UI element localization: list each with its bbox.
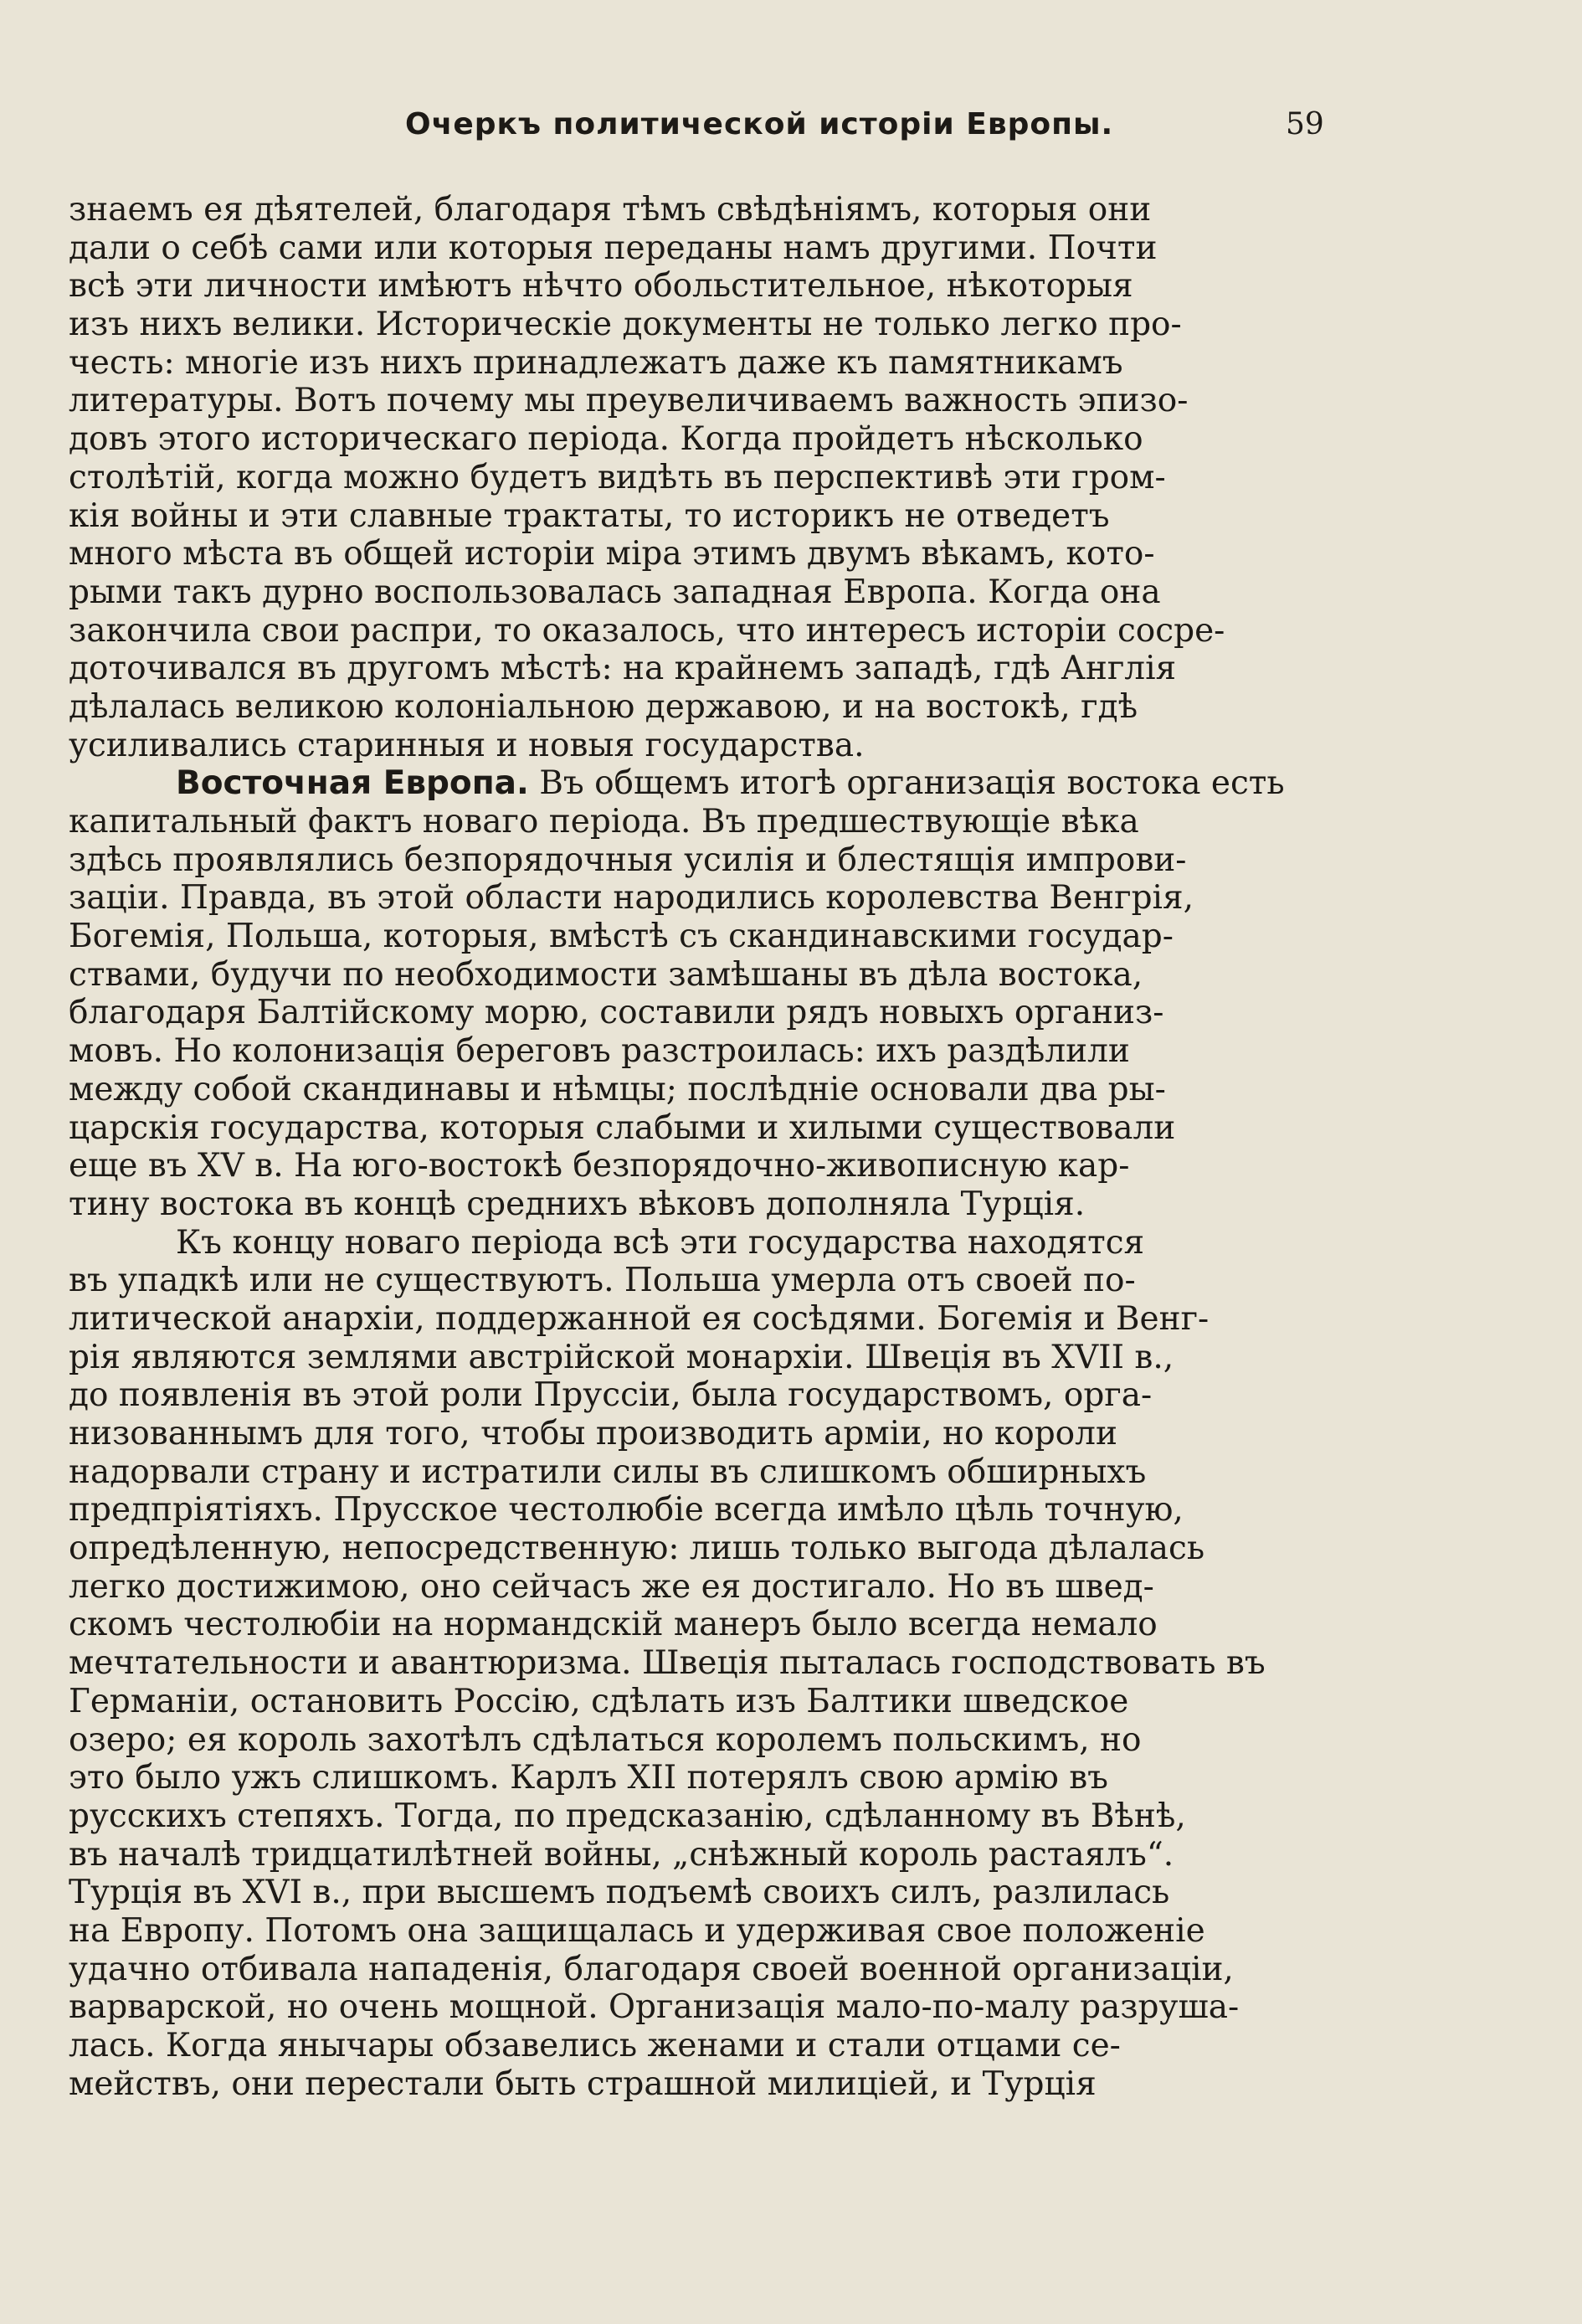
text-line: капитальный фактъ новаго періода. Въ предшествующіе вѣка — [69, 803, 1139, 841]
text-line: столѣтій, когда можно будетъ видѣть въ перспективѣ эти гром- — [69, 458, 1166, 496]
text-line: всѣ эти личности имѣютъ нѣчто обольстительное, нѣкоторыя — [69, 267, 1133, 306]
text-line: это было ужъ слишкомъ. Карлъ XII потерялъ свою армію въ — [69, 1759, 1108, 1797]
text-line: Германіи, остановить Россію, сдѣлать изъ Балтики шведское — [69, 1682, 1129, 1720]
page-number: 59 — [1286, 107, 1324, 141]
text-line: дали о себѣ сами или которыя переданы намъ другими. Почти — [69, 229, 1158, 267]
page-header — [0, 107, 1582, 157]
text-line: царскія государства, которыя слабыми и хилыми существовали — [69, 1108, 1176, 1147]
text-line: между собой скандинавы и нѣмцы; послѣдніе основали два ры- — [69, 1070, 1166, 1108]
text-line: надорвали страну и истратили силы въ слишкомъ обширныхъ — [69, 1452, 1147, 1491]
text-line: довъ этого историческаго періода. Когда пройдетъ нѣсколько — [69, 420, 1143, 459]
text-line: мействъ, они перестали быть страшной милиціей, и Турція — [69, 2064, 1097, 2103]
text-line: тину востока въ концѣ среднихъ вѣковъ дополняла Турція. — [69, 1185, 1086, 1223]
text-line: закончила свои распри, то оказалось, что интересъ исторіи сосре- — [69, 611, 1225, 650]
section-heading: Восточная Европа. — [176, 764, 529, 803]
text-line: въ началѣ тридцатилѣтней войны, „снѣжный король растаялъ“. — [69, 1835, 1174, 1874]
running-title: Очеркъ политической исторіи Европы. — [405, 107, 1114, 141]
body-text — [69, 191, 1333, 2103]
text-line: Богемія, Польша, которыя, вмѣстѣ съ скандинавскими государ- — [69, 918, 1174, 956]
text-line: ствами, будучи по необходимости замѣшаны въ дѣла востока, — [69, 955, 1143, 994]
text-line: лась. Когда янычары обзавелись женами и стали отцами се- — [69, 2027, 1121, 2064]
text-line: Къ концу новаго періода всѣ эти государства находятся — [176, 1223, 1145, 1262]
text-line: до появленія въ этой роли Пруссіи, была государствомъ, орга- — [69, 1376, 1153, 1415]
text-line: благодаря Балтійскому морю, составили рядъ новыхъ организ- — [69, 994, 1164, 1032]
text-line: мечтательности и авантюризма. Швеція пыталась господствовать въ — [69, 1644, 1266, 1683]
text-line: озеро; ея король захотѣлъ сдѣлаться королемъ польскимъ, но — [69, 1720, 1142, 1759]
text-line: удачно отбивала нападенія, благодаря своей военной организаціи, — [69, 1950, 1234, 1988]
text-line: Турція въ XVI в., при высшемъ подъемѣ своихъ силъ, разлилась — [69, 1874, 1170, 1912]
text-line: русскихъ степяхъ. Тогда, по предсказанію, сдѣланному въ Вѣнѣ, — [69, 1797, 1186, 1835]
text-line: здѣсь проявлялись безпорядочныя усилія и блестящія импрови- — [69, 841, 1187, 879]
text-line: скомъ честолюбіи на нормандскій манеръ было всегда немало — [69, 1606, 1158, 1644]
text-line: опредѣленную, непосредственную: лишь только выгода дѣлалась — [69, 1530, 1205, 1568]
text-line: усиливались старинныя и новыя государства. — [69, 726, 865, 764]
text-line: знаемъ ея дѣятелей, благодаря тѣмъ свѣдѣніямъ, которыя они — [69, 191, 1152, 229]
text-line: въ упадкѣ или не существуютъ. Польша умерла отъ своей по- — [69, 1262, 1136, 1300]
text-line: предпріятіяхъ. Прусское честолюбіе всегда имѣло цѣль точную, — [69, 1491, 1184, 1530]
text-line: литературы. Вотъ почему мы преувеличиваемъ важность эпизо- — [69, 382, 1189, 420]
text-line: варварской, но очень мощной. Организація мало-по-малу разруша- — [69, 1988, 1240, 2027]
text-line: на Европу. Потомъ она защищалась и удерживая свое положеніе — [69, 1911, 1205, 1950]
text-line: изъ нихъ велики. Историческіе документы не только легко про- — [69, 306, 1182, 344]
text-line: низованнымъ для того, чтобы производить арміи, но короли — [69, 1415, 1117, 1452]
text-line: много мѣста въ общей исторіи міра этимъ двумъ вѣкамъ, кото- — [69, 535, 1155, 573]
text-line: честь: многіе изъ нихъ принадлежатъ даже къ памятникамъ — [69, 343, 1123, 382]
section-first-line — [69, 764, 1333, 803]
text-line: легко достижимою, оно сейчасъ же ея достигало. Но въ швед- — [69, 1567, 1154, 1606]
text-line: кія войны и эти славные трактаты, то историкъ не отведетъ — [69, 496, 1110, 535]
text-line: еще въ XV в. На юго-востокѣ безпорядочно-живописную кар- — [69, 1147, 1130, 1185]
text-line: рія являются землями австрійской монархіи. Швеція въ XVII в., — [69, 1338, 1174, 1376]
text-line: мовъ. Но колонизація береговъ разстроилась: ихъ раздѣлили — [69, 1032, 1130, 1071]
text-line: рыми такъ дурно воспользовалась западная Европа. Когда она — [69, 573, 1161, 611]
text-line: литической анархіи, поддержанной ея сосѣдями. Богемія и Венг- — [69, 1299, 1210, 1338]
text-line: заціи. Правда, въ этой области народились королевства Венгрія, — [69, 879, 1194, 918]
section-first-line-text: Въ общемъ итогѣ организація востока есть — [528, 764, 1285, 803]
text-line: дѣлалась великою колоніальною державою, и на востокѣ, гдѣ — [69, 687, 1138, 726]
text-line: доточивался въ другомъ мѣстѣ: на крайнемъ западѣ, гдѣ Англія — [69, 650, 1177, 688]
